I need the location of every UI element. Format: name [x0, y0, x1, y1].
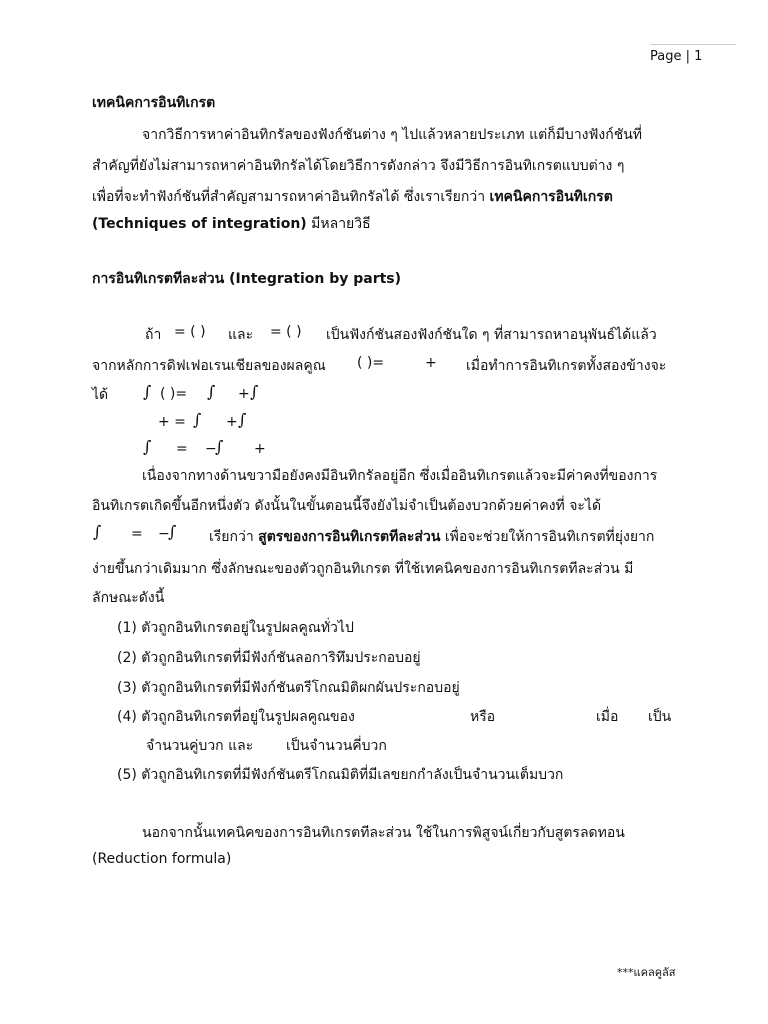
- integral-sign: ∫: [215, 437, 224, 456]
- para1-line2-end: เมื่อทำการอินทิเกรตทั้งสองข้างจะ: [466, 358, 667, 374]
- para1-got: ได้: [92, 387, 109, 403]
- integral-sign: ∫: [168, 522, 177, 541]
- list-item-4-or: หรือ: [470, 709, 496, 725]
- integral-sign: ∫: [193, 410, 202, 429]
- list-item: (2) ตัวถูกอินทิเกรตที่มีฟังก์ชันลอการิทึมประกอบอยู่: [117, 650, 421, 666]
- section-title: การอินทิเกรตทีละส่วน (Integration by parts): [92, 271, 402, 287]
- eq1-left: ( )=: [160, 386, 188, 402]
- integral-sign: ∫: [93, 522, 102, 541]
- para1-product: ( )=: [357, 355, 385, 371]
- para1-v-def: = ( ): [270, 324, 302, 340]
- para1-line2-text: จากหลักการดิฟเฟอเรนเชียลของผลคูณ: [92, 358, 326, 374]
- footer-label: ***แคลคูลัส: [617, 966, 676, 979]
- list-item-4-odd: เป็นจำนวนคี่บวก: [286, 738, 387, 754]
- formula-minus: −: [158, 526, 170, 542]
- intro-line-2: สำคัญที่ยังไม่สามารถหาค่าอินทิกรัลได้โดยวิธีการดังกล่าว จึงมีวิธีการอินทิเกรตแบบต่าง ๆ: [92, 158, 625, 174]
- integral-sign: ∫: [143, 437, 152, 456]
- para2-line-3: [209, 526, 654, 548]
- intro-line-3-text: เพื่อที่จะทำฟังก์ชันที่สำคัญสามารถหาค่าอินทิกรัลได้ ซึ่งเราเรียกว่า: [92, 189, 490, 205]
- eq1-plus: +: [238, 386, 250, 402]
- para1-plus: +: [425, 355, 437, 371]
- header-rule: [650, 44, 736, 45]
- para2-called: เรียกว่า: [209, 529, 259, 545]
- integral-sign: ∫: [143, 382, 152, 401]
- eq3-plus: +: [254, 441, 266, 457]
- document-title: เทคนิคการอินทิเกรต: [92, 95, 216, 111]
- list-item-4-when: เมื่อ: [596, 709, 619, 725]
- para2-line-4: ง่ายขึ้นกว่าเดิมมาก ซึ่งลักษณะของตัวถูกอินทิเกรต ที่ใช้เทคนิคของการอินทิเกรตทีละส่วน มี: [92, 561, 634, 577]
- integral-sign: ∫: [207, 382, 216, 401]
- page-number: Page | 1: [650, 49, 703, 64]
- para1-u-def: = ( ): [174, 324, 206, 340]
- list-item-4: (4) ตัวถูกอินทิเกรตที่อยู่ในรูปผลคูณของ: [117, 709, 355, 725]
- para2-line-5: ลักษณะดังนี้: [92, 590, 165, 606]
- para2-line-2: อินทิเกรตเกิดขึ้นอีกหนึ่งตัว ดังนั้นในขั้นตอนนี้จึงยังไม่จำเป็นต้องบวกด้วยค่าคงที่ จะได้: [92, 498, 602, 514]
- list-item: (1) ตัวถูกอินทิเกรตอยู่ในรูปผลคูณทั่วไป: [117, 620, 354, 636]
- intro-line-4-text: มีหลายวิธี: [306, 216, 371, 232]
- intro-line-4: [92, 213, 371, 235]
- eq3-equals: =: [176, 441, 188, 457]
- formula-equals: =: [131, 526, 143, 542]
- list-item-4-is: เป็น: [648, 709, 672, 725]
- para2-line-3-end: เพื่อจะช่วยให้การอินทิเกรตที่ยุ่งยาก: [440, 529, 655, 545]
- para3-line-1: นอกจากนั้นเทคนิคของการอินทิเกรตทีละส่วน ใช้ในการพิสูจน์เกี่ยวกับสูตรลดทอน: [142, 825, 625, 841]
- intro-line-3: [92, 186, 613, 208]
- para1-and: และ: [228, 327, 254, 343]
- intro-term-english: (Techniques of integration): [92, 216, 307, 232]
- para2-line-1: เนื่องจากทางด้านขวามือยังคงมีอินทิกรัลอยู่อีก ซึ่งเมื่ออินทิเกรตแล้วจะมีค่าคงที่ของการ: [142, 468, 658, 484]
- para3-line-2: (Reduction formula): [92, 851, 232, 867]
- eq2-left: + =: [158, 414, 186, 430]
- integral-sign: ∫: [250, 382, 259, 401]
- list-item: (5) ตัวถูกอินทิเกรตที่มีฟังก์ชันตรีโกณมิติที่มีเลขยกกำลังเป็นจำนวนเต็มบวก: [117, 767, 564, 783]
- intro-line-1: จากวิธีการหาค่าอินทิกรัลของฟังก์ชันต่าง ๆ ไปแล้วหลายประเภท แต่ก็มีบางฟังก์ชันที่: [142, 127, 643, 143]
- list-item-4-even: จำนวนคู่บวก และ: [146, 738, 254, 754]
- para1-if: ถ้า: [145, 327, 162, 343]
- list-item: (3) ตัวถูกอินทิเกรตที่มีฟังก์ชันตรีโกณมิติผกผันประกอบอยู่: [117, 680, 460, 696]
- formula-name-bold: สูตรของการอินทิเกรตทีละส่วน: [258, 529, 441, 545]
- eq3-minus: −: [205, 441, 217, 457]
- integral-sign: ∫: [238, 410, 247, 429]
- para1-rest: เป็นฟังก์ชันสองฟังก์ชันใด ๆ ที่สามารถหาอนุพันธ์ได้แล้ว: [326, 327, 657, 343]
- intro-term-bold: เทคนิคการอินทิเกรต: [489, 189, 613, 205]
- eq2-plus: +: [226, 414, 238, 430]
